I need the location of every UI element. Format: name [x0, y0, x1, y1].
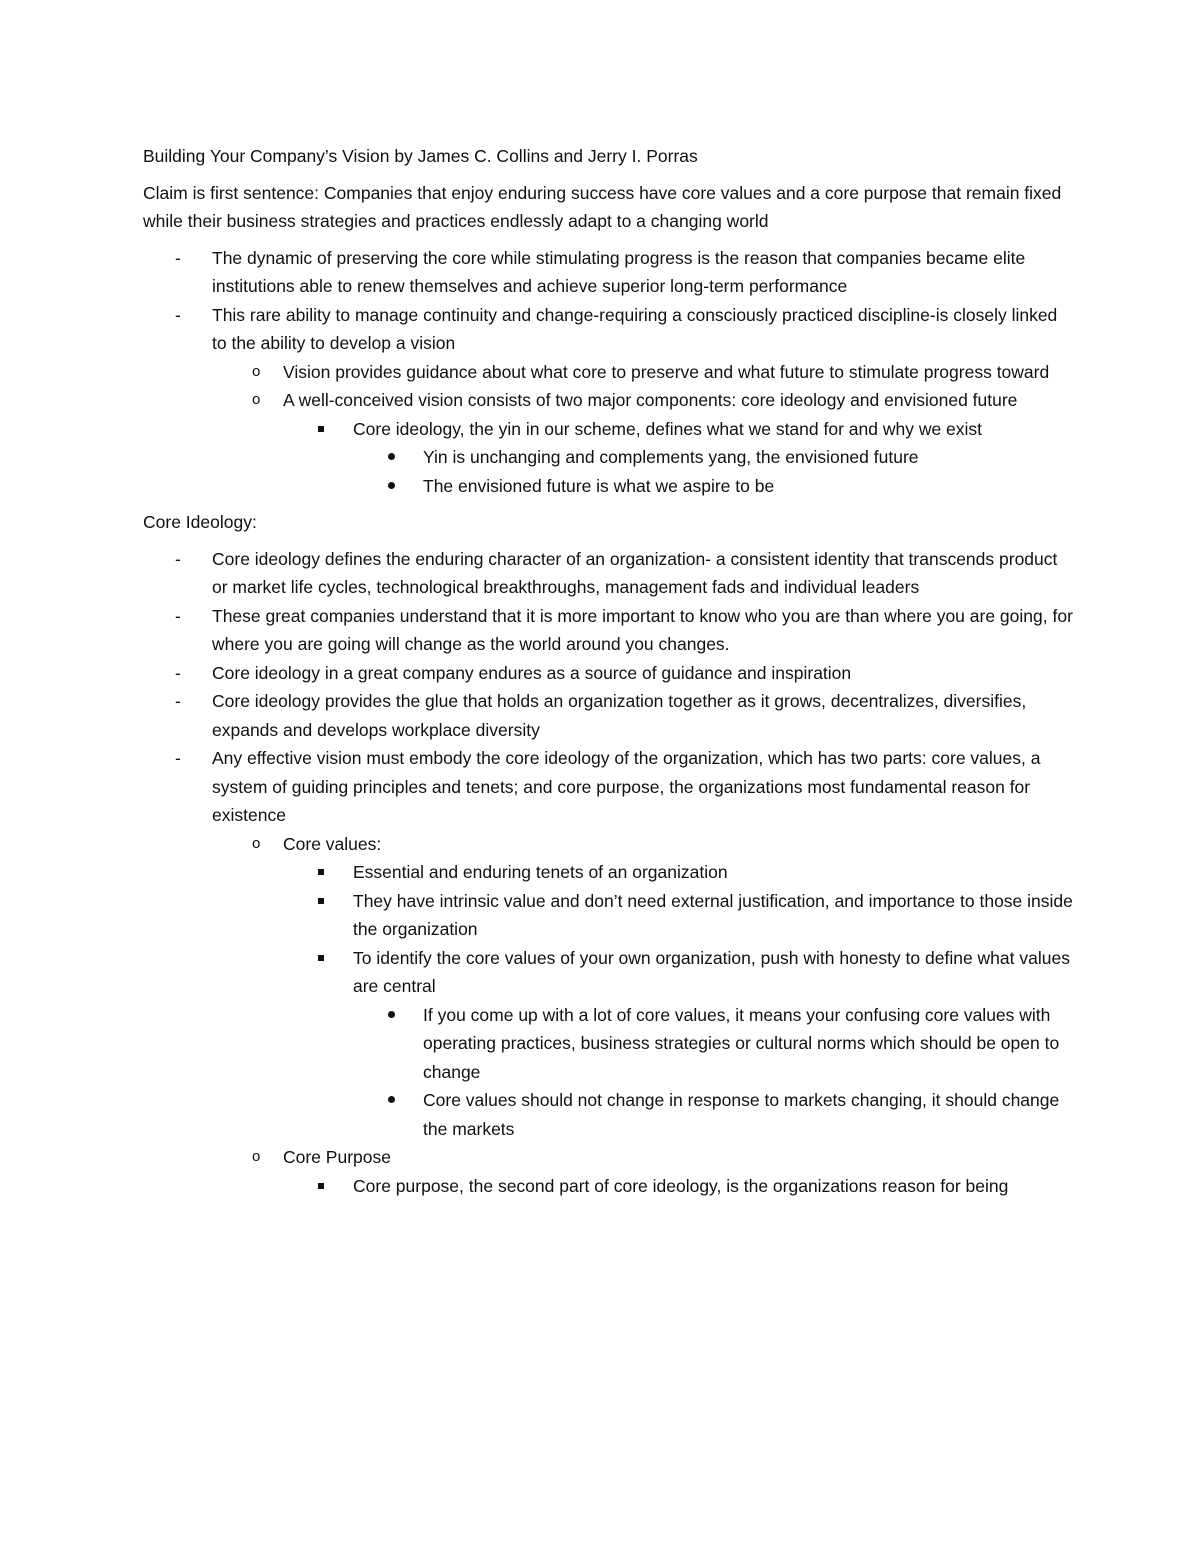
circle-marker: o — [252, 391, 261, 408]
list-item — [143, 1172, 1073, 1201]
list-item-text: Yin is unchanging and complements yang, the envisioned future — [423, 447, 919, 467]
list-item — [143, 687, 1073, 744]
list-item — [143, 301, 1073, 358]
list-item — [143, 744, 1073, 830]
dash-marker: - — [175, 691, 181, 711]
circle-marker: o — [252, 834, 261, 852]
list-item — [143, 472, 1073, 501]
list-item-text: Core ideology, the yin in our scheme, defines what we stand for and why we exist — [353, 418, 983, 439]
list-item-text: Core ideology in a great company endures as a source of guidance and inspiration — [212, 662, 852, 683]
round-bullet-icon — [388, 1096, 395, 1103]
list-item-text: These great companies understand that it is more important to know who you are than where you are going, for where you are going will change as the world around you changes. — [212, 605, 1073, 654]
list-item-text: They have intrinsic value and don’t need external justification, and importance to those inside the organization — [353, 890, 1073, 939]
list-item — [143, 858, 1073, 887]
list-item-text: A well-conceived vision consists of two major components: core ideology and envisioned future — [283, 390, 1018, 410]
document-title: Building Your Company’s Vision by James C. Collins and Jerry I. Porras — [143, 146, 698, 166]
section-heading-core-ideology: Core Ideology: — [143, 512, 257, 532]
list-item — [143, 443, 1073, 472]
list-item-text: Vision provides guidance about what core to preserve and what future to stimulate progress toward — [283, 361, 1050, 382]
list-item-text: The dynamic of preserving the core while stimulating progress is the reason that companies became elite institutions able to renew themselves and achieve superior long-term performance — [212, 247, 1026, 296]
dash-marker: - — [175, 748, 181, 768]
dash-marker: - — [175, 662, 181, 683]
round-bullet-icon — [388, 453, 395, 460]
core-ideology-list — [143, 545, 1073, 1201]
dash-marker: - — [175, 548, 181, 569]
document-page — [143, 142, 1073, 1208]
list-item-text: To identify the core values of your own organization, push with honesty to define what values are central — [353, 947, 1070, 996]
circle-marker: o — [252, 362, 261, 380]
list-item — [143, 830, 1073, 859]
list-item-text: Core values should not change in response to markets changing, it should change the markets — [423, 1090, 1060, 1139]
round-bullet-icon — [388, 482, 395, 489]
list-item-text: Any effective vision must embody the core ideology of the organization, which has two parts: core values, a system of guiding principles and tenets; and core purpose, the organizations most fundamental reason for existence — [212, 748, 1041, 825]
list-item-text: This rare ability to manage continuity and change-requiring a consciously practiced discipline-is closely linked to the ability to develop a vision — [212, 304, 1058, 353]
list-item — [143, 1086, 1073, 1143]
list-item-text: Core ideology defines the enduring character of an organization- a consistent identity that transcends product or market life cycles, technological breakthroughs, management fads and individual leaders — [212, 548, 1058, 597]
list-item — [143, 1001, 1073, 1087]
round-bullet-icon — [388, 1011, 395, 1018]
list-item — [143, 415, 1073, 444]
list-item — [143, 944, 1073, 1001]
dash-marker: - — [175, 247, 181, 268]
square-bullet-icon — [318, 426, 324, 432]
list-item — [143, 244, 1073, 301]
list-item-text: If you come up with a lot of core values, it means your confusing core values with operating practices, business strategies or cultural norms which should be open to change — [423, 1004, 1060, 1082]
list-item — [143, 386, 1073, 415]
square-bullet-icon — [318, 1183, 324, 1189]
list-item-text: Essential and enduring tenets of an organization — [353, 862, 728, 882]
list-item — [143, 887, 1073, 944]
list-item — [143, 545, 1073, 602]
list-item — [143, 602, 1073, 659]
dash-marker: - — [175, 304, 181, 325]
list-item-text: Core purpose, the second part of core ideology, is the organizations reason for being — [353, 1175, 1009, 1196]
square-bullet-icon — [318, 869, 324, 875]
list-item-text: Core values: — [283, 833, 382, 854]
list-item — [143, 358, 1073, 387]
list-item-text: The envisioned future is what we aspire to be — [423, 475, 775, 496]
list-item-text: Core ideology provides the glue that holds an organization together as it grows, decentralizes, diversifies, expands and develops workplace diversity — [212, 691, 1027, 740]
circle-marker: o — [252, 1148, 261, 1165]
square-bullet-icon — [318, 898, 324, 904]
list-item-text: Core Purpose — [283, 1147, 391, 1167]
claim-points-list — [143, 244, 1073, 501]
square-bullet-icon — [318, 955, 324, 961]
dash-marker: - — [175, 605, 181, 626]
list-item — [143, 1143, 1073, 1172]
claim-paragraph: Claim is first sentence: Companies that enjoy enduring success have core values and a core purpose that remain fixed while their business strategies and practices endlessly adapt to a changing world — [143, 182, 1062, 231]
list-item — [143, 659, 1073, 688]
